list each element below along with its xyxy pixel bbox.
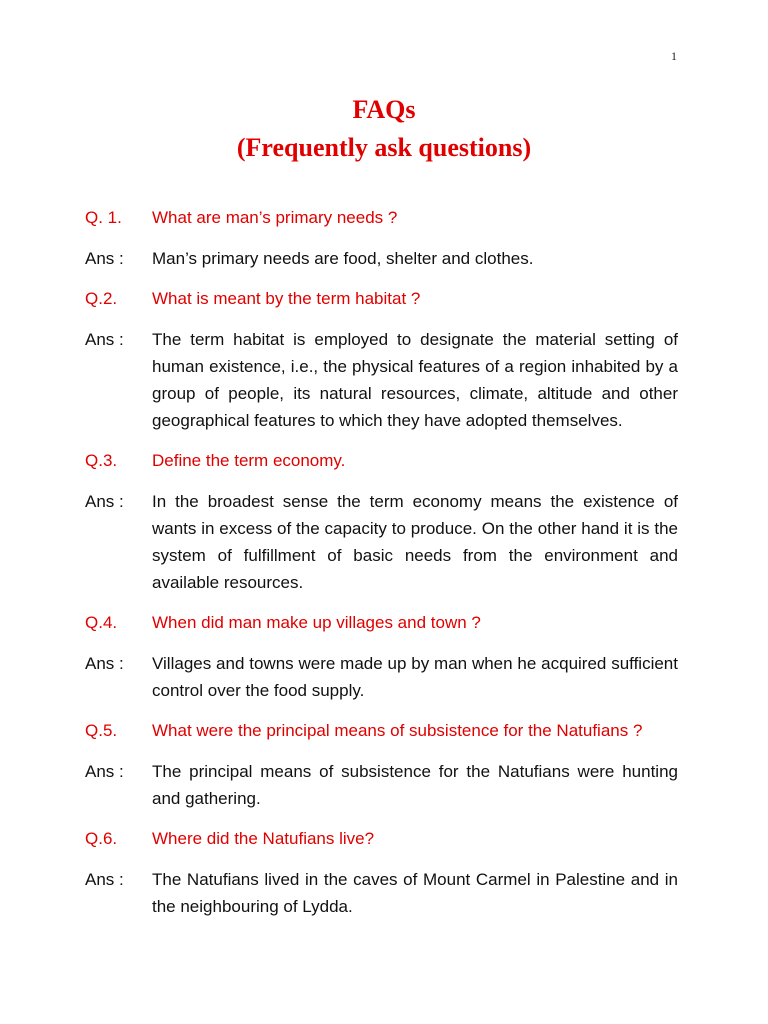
answer-text: Man’s primary needs are food, shelter and clothes. (152, 249, 534, 268)
question-text: What are man’s primary needs ? (152, 208, 398, 227)
question-text: Define the term economy. (152, 451, 346, 470)
question-row (85, 825, 678, 852)
question-text: Where did the Natufians live? (152, 829, 375, 848)
answer-label: Ans : (85, 762, 124, 781)
answer-label: Ans : (85, 330, 124, 349)
page-subtitle: (Frequently ask questions) (236, 133, 532, 162)
answer-label: Ans : (85, 870, 124, 889)
answer-row (85, 245, 678, 272)
answer-label: Ans : (85, 654, 124, 673)
question-label: Q.6. (85, 829, 118, 848)
faq-list (85, 204, 678, 920)
question-label: Q.4. (85, 613, 118, 632)
answer-row (85, 758, 678, 812)
question-label: Q. 1. (85, 208, 122, 227)
answer-row (85, 326, 678, 434)
answer-text: The term habitat is employed to designate the material setting of human existence, i.e., the physical features of a region inhabited by a group of people, its natural resources, climate, altitude and other geographical features to which they have adopted themselves. (152, 330, 678, 430)
page-number: 1 (671, 49, 677, 63)
answer-label: Ans : (85, 249, 124, 268)
question-row (85, 204, 678, 231)
answer-row (85, 866, 678, 920)
question-label: Q.3. (85, 451, 118, 470)
page-header (0, 94, 768, 164)
question-label: Q.5. (85, 721, 118, 740)
answer-label: Ans : (85, 492, 124, 511)
question-text: When did man make up villages and town ? (152, 613, 481, 632)
answer-text: The Natufians lived in the caves of Mount Carmel in Palestine and in the neighbouring of Lydda. (152, 870, 678, 916)
question-label: Q.2. (85, 289, 118, 308)
question-text: What were the principal means of subsistence for the Natufians ? (152, 721, 643, 740)
question-row (85, 717, 678, 744)
answer-row (85, 488, 678, 596)
question-text: What is meant by the term habitat ? (152, 289, 421, 308)
answer-text: In the broadest sense the term economy means the existence of wants in excess of the capacity to produce. On the other hand it is the system of fulfillment of basic needs from the environment and available resources. (152, 492, 678, 592)
answer-text: The principal means of subsistence for the Natufians were hunting and gathering. (152, 762, 678, 808)
question-row (85, 285, 678, 312)
page-title: FAQs (352, 95, 416, 124)
answer-row (85, 650, 678, 704)
answer-text: Villages and towns were made up by man when he acquired sufficient control over the food supply. (152, 654, 678, 700)
question-row (85, 447, 678, 474)
question-row (85, 609, 678, 636)
